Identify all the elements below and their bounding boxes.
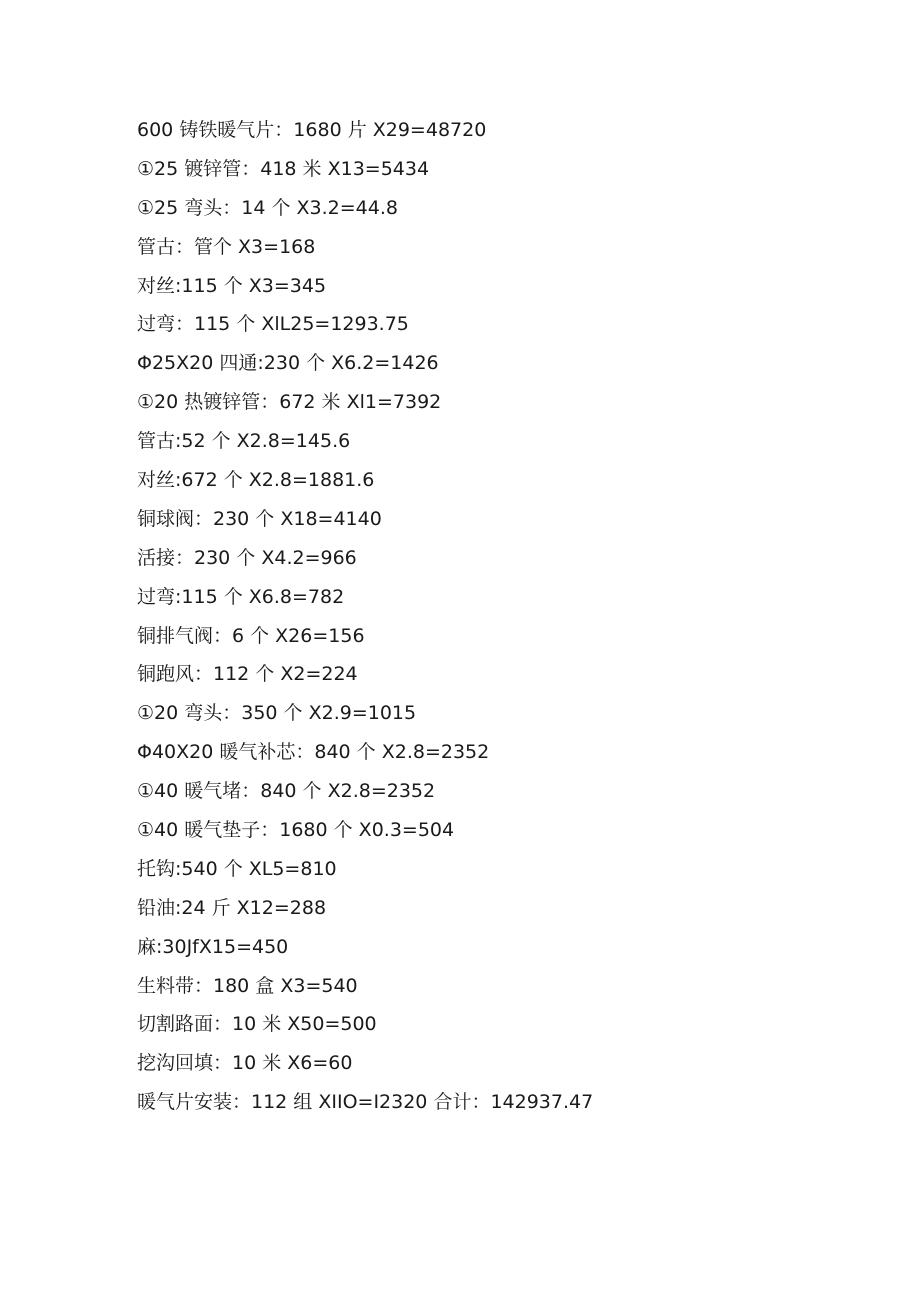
list-item: 托钩:540 个 XL5=810 [137,857,337,880]
list-item: Φ40X20 暖气补芯：840 个 X2.8=2352 [137,741,490,764]
list-item: 切割路面：10 米 X50=500 [137,1013,377,1036]
list-item: ①40 暖气垫子：1680 个 X0.3=504 [137,819,455,842]
list-item: 铜球阀：230 个 X18=4140 [137,507,382,530]
list-item: 挖沟回填：10 米 X6=60 [137,1052,353,1075]
material-cost-list [137,115,877,1126]
list-item: ①20 弯头：350 个 X2.9=1015 [137,702,417,725]
list-item: 过弯：115 个 XlL25=1293.75 [137,313,409,336]
list-item: 麻:30JfX15=450 [137,935,289,958]
list-item: 管古：管个 X3=168 [137,235,316,258]
list-item: 对丝:115 个 X3=345 [137,274,327,297]
list-item: 600 铸铁暖气片：1680 片 X29=48720 [137,119,487,141]
list-item: Φ25X20 四通:230 个 X6.2=1426 [137,352,439,375]
list-item: 生料带：180 盒 X3=540 [137,974,358,997]
list-item: ①25 弯头：14 个 X3.2=44.8 [137,196,398,219]
list-item: 对丝:672 个 X2.8=1881.6 [137,469,375,492]
list-item: 活接：230 个 X4.2=966 [137,546,357,569]
list-item: 铜跑风：112 个 X2=224 [137,663,358,686]
list-item: 管古:52 个 X2.8=145.6 [137,430,351,453]
list-item: 铜排气阀：6 个 X26=156 [137,624,365,647]
list-item: 过弯:115 个 X6.8=782 [137,585,345,608]
list-item: ①20 热镀锌管：672 米 Xl1=7392 [137,391,442,414]
list-item: ①25 镀锌管：418 米 X13=5434 [137,157,430,180]
list-item: ①40 暖气堵：840 个 X2.8=2352 [137,780,436,803]
list-item: 暖气片安装：112 组 XIIO=I2320 合计：142937.47 [137,1091,594,1114]
list-item: 铅油:24 斤 X12=288 [137,896,327,919]
